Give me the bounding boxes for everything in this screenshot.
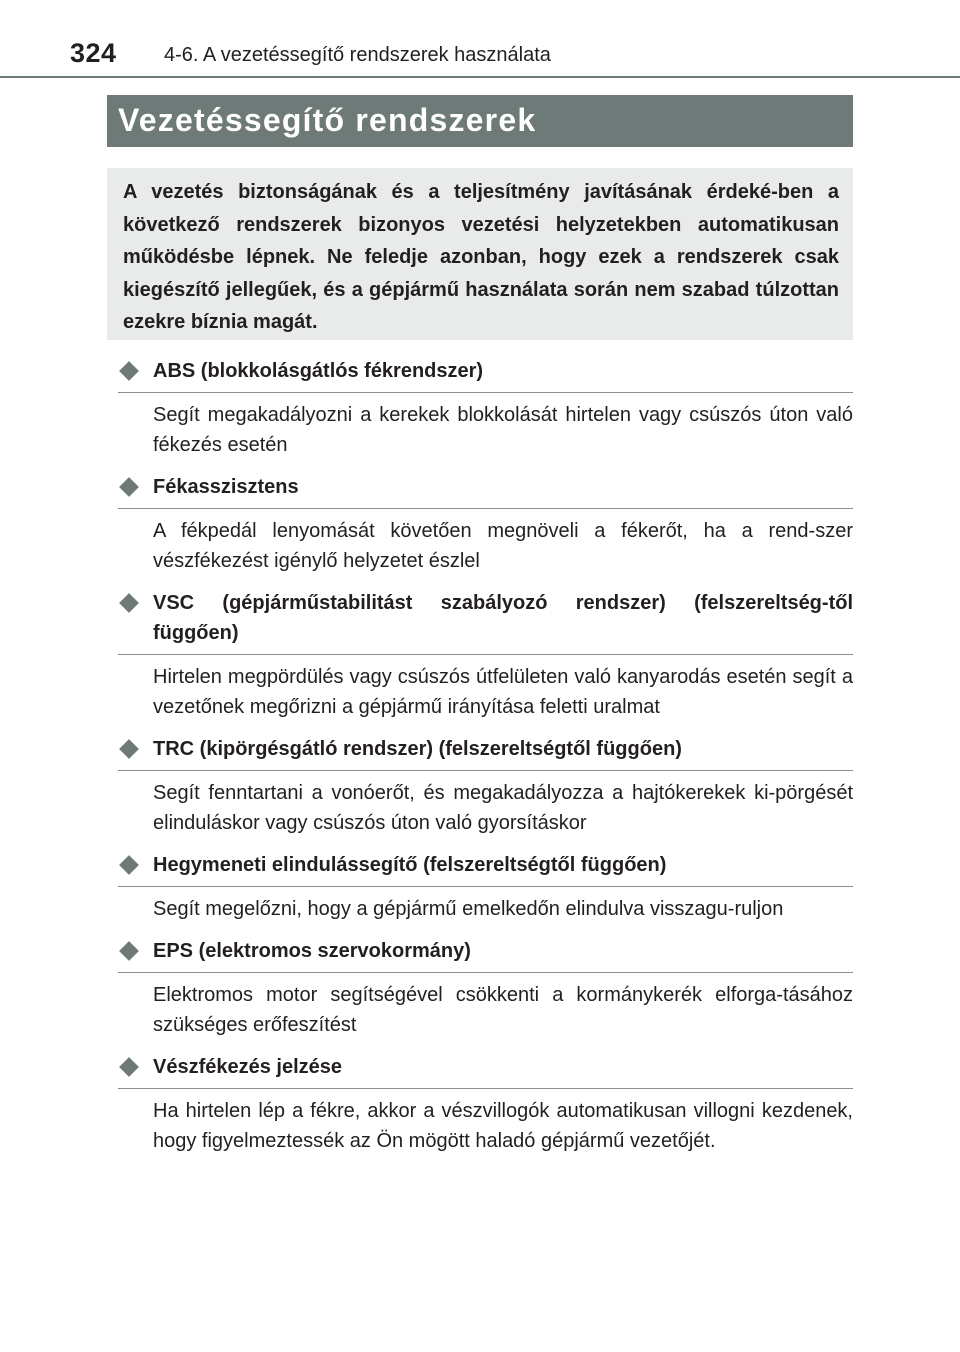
feature-description: A fékpedál lenyomását követően megnöveli a fékerőt, ha a rend-szer vészfékezést igénylő helyzetet észlel [153,520,853,572]
diamond-icon [119,855,139,875]
feature-description: Segít fenntartani a vonóerőt, és megakadályozza a hajtókerekek ki-pörgését elinduláskor vagy csúszós úton való gyorsításkor [153,782,853,834]
feature-heading-text: VSC (gépjárműstabilitást szabályozó rendszer) (felszereltség-től függően) [153,592,853,644]
feature-heading-text: TRC (kipörgésgátló rendszer) (felszereltségtől függően) [153,738,682,760]
section-title: 4-6. A vezetéssegítő rendszerek használata [164,44,551,66]
feature-item [118,1052,853,1156]
page-number: 324 [70,38,117,68]
diamond-icon [119,739,139,759]
feature-heading-text: Hegymeneti elindulássegítő (felszereltségtől függően) [153,854,667,876]
feature-list [118,356,853,1168]
feature-heading [118,356,853,393]
feature-item [118,588,853,722]
feature-heading-text: ABS (blokkolásgátlós fékrendszer) [153,360,484,382]
feature-item [118,356,853,460]
intro-box [107,168,853,340]
feature-item [118,734,853,838]
page-header [0,0,960,78]
feature-heading [118,472,853,509]
feature-description: Segít megelőzni, hogy a gépjármű emelkedőn elindulva visszagu-ruljon [153,898,784,920]
feature-heading [118,588,853,655]
feature-item [118,472,853,576]
feature-description: Ha hirtelen lép a fékre, akkor a vészvillogók automatikusan villogni kezdenek, hogy figyelmeztessék az Ön mögött haladó gépjármű vezetőjét. [153,1100,853,1152]
feature-description: Hirtelen megpördülés vagy csúszós útfelületen való kanyarodás esetén segít a vezetőnek megőrizni a gépjármű irányítása feletti uralmat [153,666,853,718]
diamond-icon [119,593,139,613]
diamond-icon [119,477,139,497]
feature-item [118,936,853,1040]
page-title: Vezetéssegítő rendszerek [107,95,853,147]
feature-heading [118,734,853,771]
diamond-icon [119,941,139,961]
diamond-icon [119,361,139,381]
feature-heading-text: EPS (elektromos szervokormány) [153,940,471,962]
feature-item [118,850,853,924]
diamond-icon [119,1057,139,1077]
feature-heading [118,850,853,887]
feature-heading [118,936,853,973]
feature-heading-text: Vészfékezés jelzése [153,1056,343,1078]
header-divider [0,76,960,78]
intro-text: A vezetés biztonságának és a teljesítmény javításának érdeké-ben a következő rendszerek bizonyos vezetési helyzetekben automatikusan működésbe lépnek. Ne feledje azonban, hogy ezek a rendszerek csak kiegészítő jellegűek, és a gépjármű használata során nem szabad túlzottan ezekre bíznia magát. [123,181,839,334]
feature-heading [118,1052,853,1089]
feature-description: Segít megakadályozni a kerekek blokkolását hirtelen vagy csúszós úton való fékezés esetén [153,404,853,456]
feature-heading-text: Fékasszisztens [153,476,299,498]
feature-description: Elektromos motor segítségével csökkenti a kormánykerék elforga-tásához szükséges erőfeszítést [153,984,853,1036]
